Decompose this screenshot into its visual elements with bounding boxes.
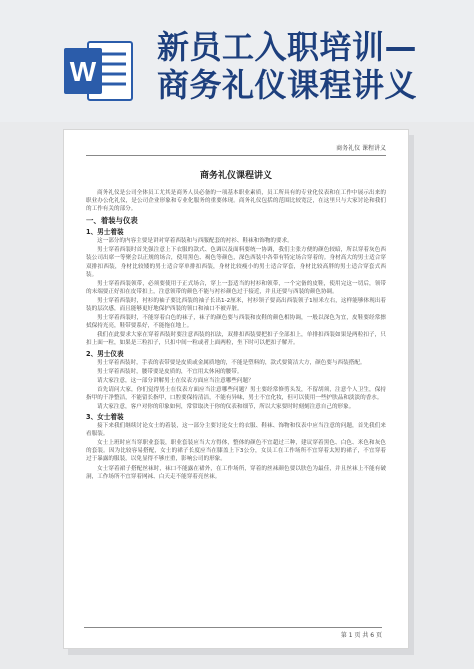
paragraph: 女士上班时应当穿职业套装，职业套装应当大方得体，整体的颜色不宜超过三种，建议穿着黑色、白色、米色和灰色的套装。因为比较容易搭配，女士的裙子长度应当在膝盖上下3公分，女员工在工作场所不宜穿着太短的裙子，不宜穿着过于暴露的服装，以免显得不够庄重，影响公司的形象。	[86, 440, 386, 463]
section-heading: 一、着装与仪表	[86, 216, 138, 226]
paragraph: 男士穿着西装时，不能穿着白色的袜子，袜子的颜色要与西装和皮鞋的颜色相协调，一般以深色为宜，皮鞋要经常擦拭保持光亮，鞋带要系好，不能拖在地上。	[86, 315, 386, 330]
paragraph: 首先请问大家，你们觉得男士在仪表方面应当注意哪些问题？男士要经常修剪头发，不留胡须，注意个人卫生，保持指甲的干净整洁，不能留长指甲，口腔要保持清洁，不能有异味，男士不宜化妆，但可以使用一些护肤品和淡淡的香水。	[86, 386, 386, 401]
paragraph: 请大家注意，客户对你的印象如何，常常取决于你的仪表和细节，所以大家要时时刻刻注意自己的形象。	[97, 403, 355, 410]
paragraph: 男士穿着西装时，腰带要是皮质的，不宜用太休闲的腰带。	[97, 368, 243, 375]
subsection-heading: 1、男士着装	[86, 228, 124, 237]
paragraph: 请大家注意，这一部分讲解男士在仪表方面应当注意哪些问题？	[97, 377, 254, 384]
paragraph: 男士穿着西装领带，必须要使用于正式场合，穿上一套适当的衬衫和领带，一个完备的皮鞋，使用完这一切后，领带的末端要正好扣在皮带扣上，注意领带的颜色不能与衬衫颜色过于接近，并且还要与西装的颜色协调。	[86, 280, 386, 295]
banner-title-line1: 新员工入职培训—	[157, 28, 418, 66]
paragraph: 男士穿着西装时，衬衫的袖子要比西装的袖子长出1-2厘米，衬衫领子要高出西装领子1厘米左右，这样能够体现出着装的层次感，而且能够更好地保护西装的领口和袖口不被弄脏。	[86, 297, 386, 313]
document-page	[63, 129, 409, 649]
paragraph: 接下来我们继续讨论女士的着装，这一部分主要讨论女士的衣服、鞋袜、饰物和仪表中应当注意的问题，首先我们来看服装。	[86, 423, 386, 438]
banner-title-line2: 商务礼仪课程讲义	[157, 66, 418, 104]
paragraph: 男士穿着西装时，手表的表带要是皮质或金属质地的，不能是塑料的，款式要简洁大方，颜色要与西装搭配。	[97, 359, 366, 366]
paragraph: 这一部分的内容主要是讲对穿着西装和与西服配套的衬衫、鞋袜和饰物的要求。	[97, 238, 293, 245]
word-icon-letter: W	[69, 56, 97, 87]
intro-paragraph: 商务礼仪是公司全体员工尤其是商务人员必备的一项基本职业素质，员工所具有的专业化仪表和在工作中展示出来的职业办公化礼仪，是公司企业形象和专业化服务的重要体现。商务礼仪包括的范围比较宽泛，在这里只与大家讨论和我们的工作有关的部分。	[86, 190, 386, 213]
subsection-heading: 2、男士仪表	[86, 349, 124, 358]
subsection-heading: 3、女士着装	[86, 413, 124, 422]
paragraph: 我们在此要求大家在穿着西装时要注意西装的扣法，双排扣西装要把扣子全部扣上，单排扣西装如果是两粒扣子，只扣上面一粒，如果是三粒扣子，只扣中间一粒或者上面两粒，坐下时可以把扣子解开。	[86, 332, 386, 347]
paragraph: 女士穿着裙子搭配丝袜时，袜口不能露在裙外，在工作场所，穿着的丝袜颜色要以肤色为最佳，并且丝袜上不能有破洞，工作场所不宜穿着网袜、白天走不能穿着亮丝袜。	[86, 465, 386, 480]
running-head: 商务礼仪 课程讲义	[86, 144, 386, 156]
document-title: 商务礼仪课程讲义	[199, 171, 272, 181]
word-document-icon	[62, 38, 134, 104]
page-footer: 第 1 页 共 6 页	[84, 627, 382, 639]
paragraph: 男士穿着西装时首先强注意上下衣服的款式、色调以及面料要统一协调，我们主张方便的颜色较暗，所以穿着灰色西装公司出席一等聚会以正规的场合，使用黑色、褐色等颜色，深色西装中各带有特定场合穿着的。身材高大的男士适合穿双排扣西装，身材比较矮的男士适合穿单排扣西装，身材比较瘦小的男士适合穿套，身材比较高胖的男士适合穿套式西装。	[86, 247, 386, 278]
header-banner	[0, 0, 474, 122]
banner-title	[157, 28, 457, 104]
